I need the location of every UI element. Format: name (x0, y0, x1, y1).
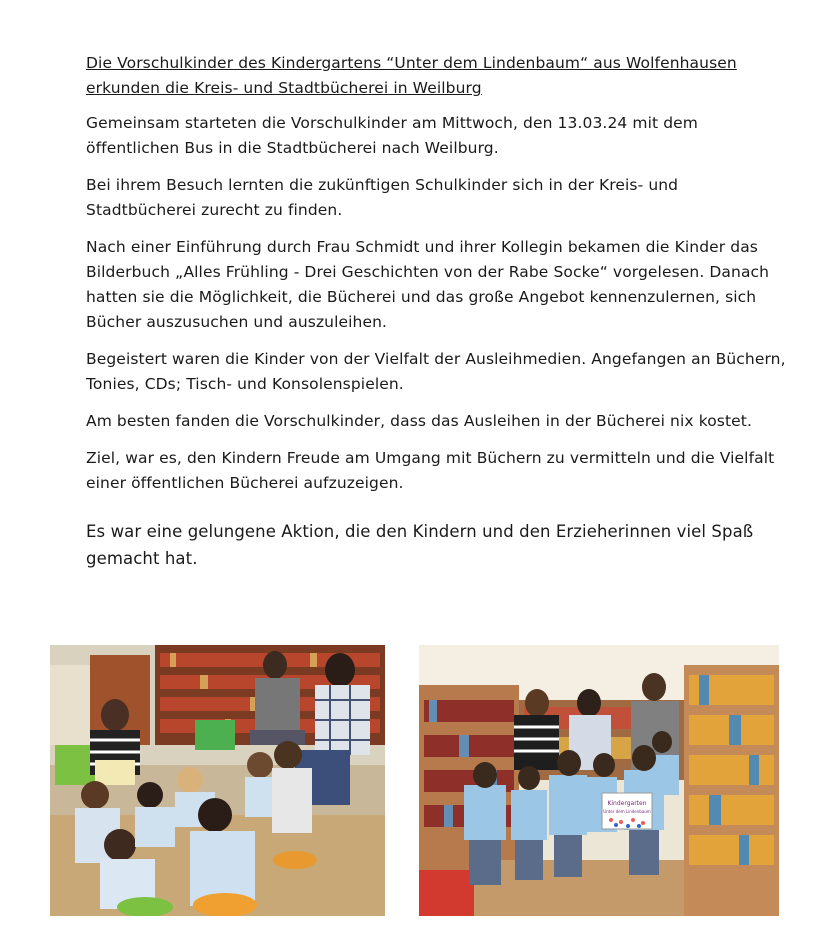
paragraph: Begeistert waren die Kinder von der Vielfalt der Ausleihmedien. Angefangen an Büchern, Tonies, CDs; Tisch- und Konsolenspielen. (86, 350, 786, 393)
article (86, 51, 786, 584)
paragraph: Bei ihrem Besuch lernten die zukünftigen Schulkinder sich in der Kreis- und Stadtbücherei zurecht zu finden. (86, 176, 679, 219)
photo-reading-session (50, 645, 385, 916)
paragraph: Gemeinsam starteten die Vorschulkinder am Mittwoch, den 13.03.24 mit dem öffentlichen Bus in die Stadtbücherei nach Weilburg. (86, 114, 698, 157)
paragraph: Ziel, war es, den Kindern Freude am Umgang mit Büchern zu vermitteln und die Vielfalt einer öffentlichen Bücherei aufzuzeigen. (86, 449, 775, 492)
paragraph: Nach einer Einführung durch Frau Schmidt und ihrer Kollegin bekamen die Kinder das Bilderbuch „Alles Frühling - Drei Geschichten von der Rabe Socke“ vorgelesen. Danach hatten sie die Möglichkeit, die Bücherei und das große Angebot kennenzulernen, sich Bücher auszusuchen und auszuleihen. (86, 238, 770, 331)
article-title-line-1: Die Vorschulkinder des Kindergartens “Unter dem Lindenbaum“ aus Wolfenhausen (86, 54, 737, 72)
sign-text-2: Unter dem Lindenbaum (603, 809, 651, 814)
photo-group (419, 645, 779, 916)
article-title (86, 51, 786, 101)
article-title-line-2: erkunden die Kreis- und Stadtbücherei in Weilburg (86, 79, 482, 97)
closing-paragraph: Es war eine gelungene Aktion, die den Kindern und den Erzieherinnen viel Spaß gemacht hat. (86, 522, 754, 568)
paragraph: Am besten fanden die Vorschulkinder, dass das Ausleihen in der Bücherei nix kostet. (86, 412, 752, 430)
sign-text-1: Kindergarten (607, 800, 647, 807)
